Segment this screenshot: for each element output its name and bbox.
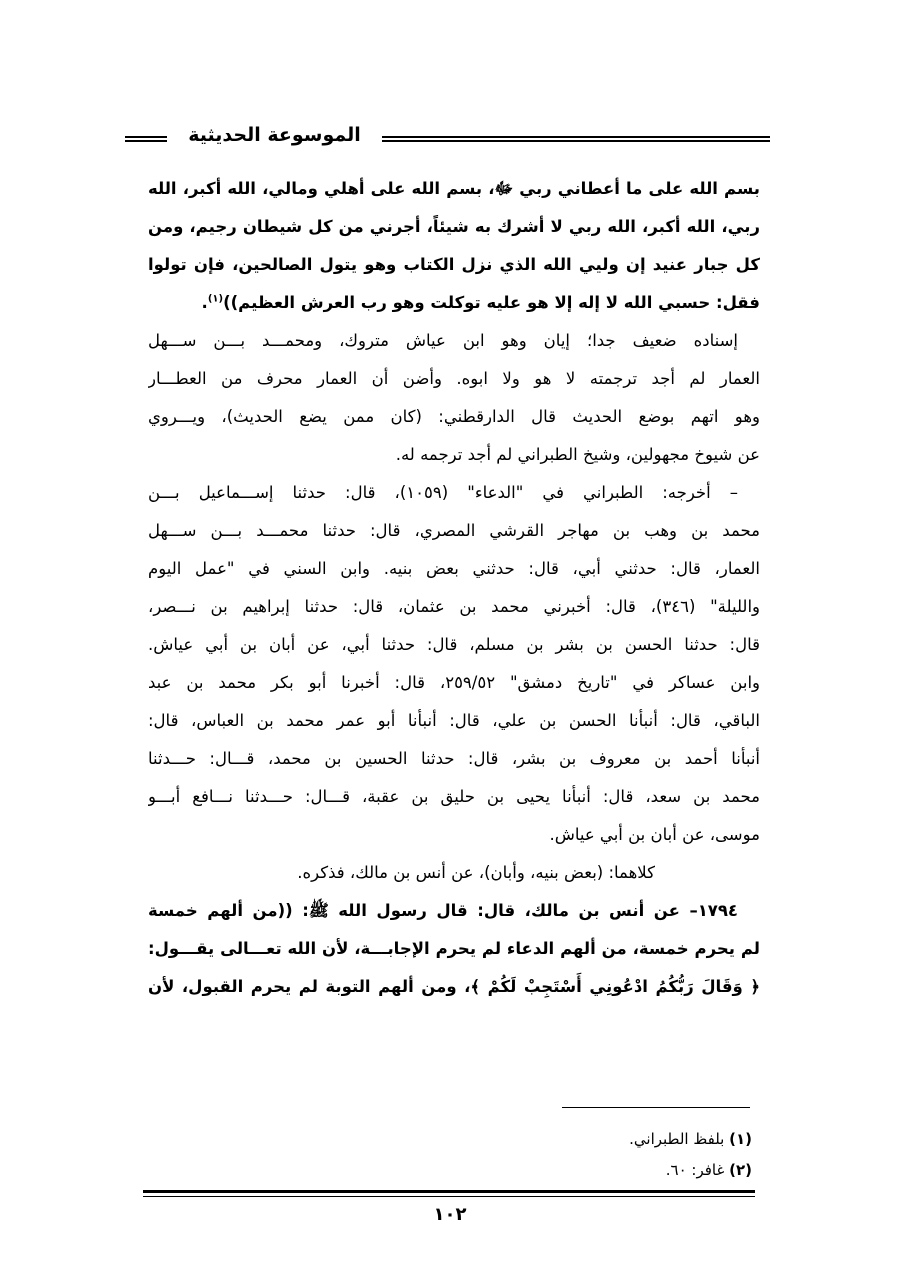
text-line: وهو اتهم بوضع الحديث قال الدارقطني: (كان ممن يضع الحديث)، ويـــروي xyxy=(148,407,760,426)
text-line: وابن عساكر في "تاريخ دمشق" ٢٥٩/٥٢، قال: أخبرنا أبو بكر محمد بن عبد xyxy=(148,673,760,692)
text-line: محمد بن وهب بن مهاجر القرشي المصري، قال: حدثنا محمـــد بـــن ســـهل xyxy=(148,521,760,540)
text-line: – أخرجه: الطبراني في "الدعاء" (١٠٥٩)، قال: حدثنا إســـماعيل بـــن xyxy=(148,483,738,502)
footnote-text: بلفظ الطبراني. xyxy=(629,1130,725,1148)
text-line: والليلة" (٣٤٦)، قال: أخبرني محمد بن عثمان، قال: حدثنا إبراهيم بن نـــصر، xyxy=(148,597,760,616)
text-line: أنبأنا أحمد بن معروف بن بشر، قال: حدثنا الحسين بن محمد، قـــال: حـــدثنا xyxy=(148,749,760,768)
text-line: محمد بن سعد، قال: أنبأنا يحيى بن حليق بن عقبة، قـــال: حـــدثنا نـــافع أبـــو xyxy=(148,787,760,806)
text-line: ربي، الله أكبر، الله ربي لا أشرك به شيئاً، أجرني من كل شيطان رجيم، ومن xyxy=(148,217,760,236)
text-line: العمار لم أجد ترجمته لا هو ولا ابوه. وأضن أن العمار محرف من العطـــار xyxy=(148,369,760,388)
line-end-period: . xyxy=(201,293,208,312)
text-line: موسى، عن أبان بن أبي عياش. xyxy=(549,825,760,844)
running-title: الموسوعة الحديثية xyxy=(188,124,361,146)
text-line: لم يحرم خمسة، من ألهم الدعاء لم يحرم الإجابـــة، لأن الله تعـــالى يقـــول: xyxy=(148,939,760,958)
footnote-number: (٢) xyxy=(729,1161,752,1179)
hadith-heading-line: ١٧٩٤– عن أنس بن مالك، قال: قال رسول الله ﷺ: ((من ألهم خمسة xyxy=(148,901,738,920)
footnote-2 xyxy=(452,1155,752,1186)
text-line: قال: حدثنا الحسن بن بشر بن مسلم، قال: حدثنا أبي، عن أبان بن أبي عياش. xyxy=(148,635,760,654)
quran-verse-line: ﴿ وَقَالَ رَبُّكُمُ ادْعُونِي أَسْتَجِبْ لَكُمْ ﴾، ومن ألهم التوبة لم يحرم القبول، لأن xyxy=(148,977,760,996)
text-line: كل جبار عنيد إن وليي الله الذي نزل الكتاب وهو يتول الصالحين، فإن تولوا xyxy=(148,255,760,274)
text-line: إسناده ضعيف جدا؛ إيان وهو ابن عياش متروك، ومحمـــد بـــن ســـهل xyxy=(148,331,738,350)
footnote-1 xyxy=(452,1124,752,1155)
text-line: كلاهما: (بعض بنيه، وأبان)، عن أنس بن مالك، فذكره. xyxy=(297,863,655,882)
text-line: العمار، قال: حدثني أبي، قال: حدثني بعض بنيه. وابن السني في "عمل اليوم xyxy=(148,559,760,578)
running-header xyxy=(125,118,770,158)
body-text xyxy=(148,170,760,1006)
text-line: عن شيوخ مجهولين، وشيخ الطبراني لم أجد ترجمه له. xyxy=(395,445,760,464)
text-line: الباقي، قال: أنبأنا الحسن بن علي، قال: أنبأنا أبو عمر محمد بن العباس، قال: xyxy=(148,711,760,730)
text-line xyxy=(148,284,760,322)
footnotes xyxy=(452,1124,752,1186)
footnote-separator xyxy=(562,1107,750,1108)
bottom-double-rule xyxy=(143,1190,755,1197)
text-line-content: فقل: حسبي الله لا إله إلا هو عليه توكلت وهو رب العرش العظيم)) xyxy=(223,293,760,312)
header-rule-left xyxy=(125,136,167,142)
page-number: ١٠٢ xyxy=(433,1204,467,1225)
text-line: بسم الله على ما أعطاني ربي ﷻ، بسم الله على أهلي ومالي، الله أكبر، الله xyxy=(148,179,760,198)
header-rule-right xyxy=(382,136,770,142)
footnote-text: غافر: ٦٠. xyxy=(665,1161,725,1179)
footnote-number: (١) xyxy=(729,1130,752,1148)
footnote-marker-1: (١) xyxy=(207,293,224,305)
